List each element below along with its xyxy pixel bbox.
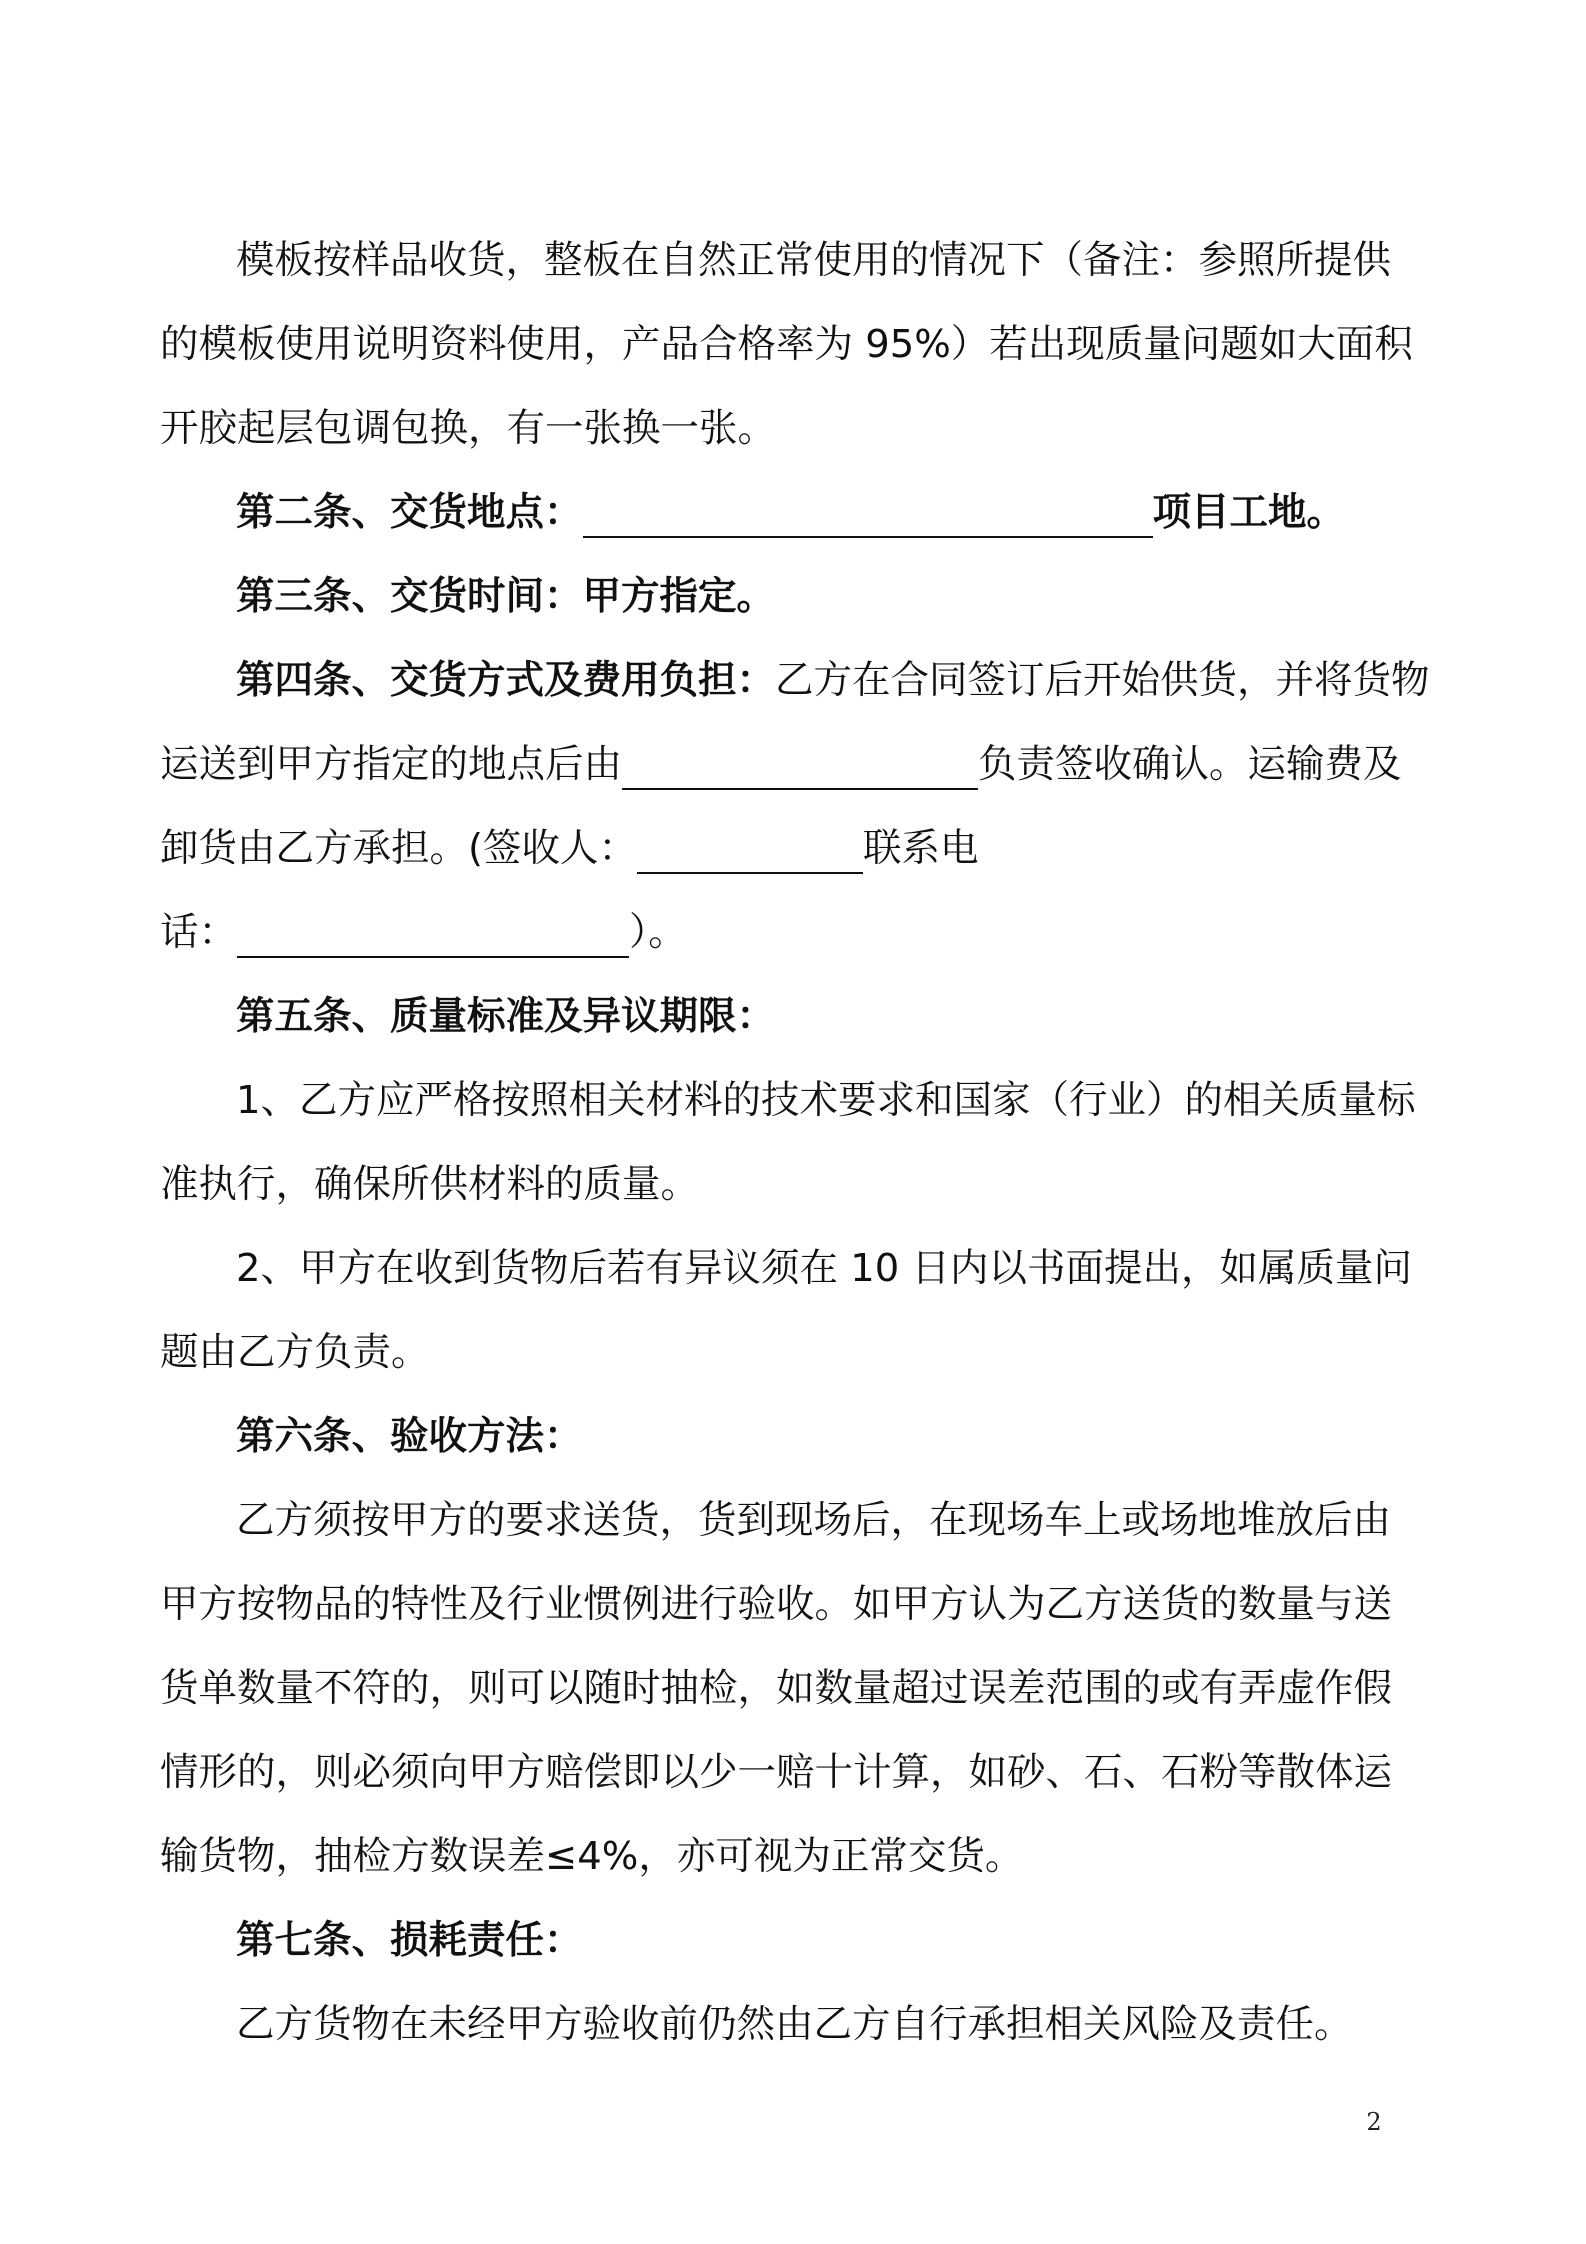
clause4-line2-prefix: 运送到甲方指定的地点后由 <box>160 742 623 787</box>
clause4-line1-rest: 乙方在合同签订后开始供货，并将货物 <box>775 658 1430 703</box>
clause4-line2 <box>160 740 1402 790</box>
delivery-location-blank <box>583 496 1153 538</box>
phone-blank <box>237 916 629 958</box>
clause4-line3 <box>160 824 979 874</box>
clause7-heading: 第七条、损耗责任： <box>236 1918 583 1963</box>
signer-blank <box>622 748 978 790</box>
clause4-line4 <box>160 908 687 958</box>
clause6-heading: 第六条、验收方法： <box>236 1414 583 1459</box>
clause5-heading: 第五条、质量标准及异议期限： <box>236 994 776 1039</box>
clause5-item1-line1: 1、乙方应严格按照相关材料的技术要求和国家（行业）的相关质量标 <box>236 1078 1416 1123</box>
clause4-line4-suffix: ）。 <box>629 910 687 955</box>
clause5-item2-line2: 题由乙方负责。 <box>160 1330 430 1375</box>
clause6-line1: 乙方须按甲方的要求送货，货到现场后，在现场车上或场地堆放后由 <box>236 1498 1392 1543</box>
clause4-heading: 第四条、交货方式及费用负担： <box>236 658 776 703</box>
clause3-line: 第三条、交货时间：甲方指定。 <box>236 574 776 619</box>
clause4-line3-prefix: 卸货由乙方承担。(签收人： <box>160 826 638 871</box>
clause2-line <box>236 488 1345 538</box>
recipient-name-blank <box>637 832 863 874</box>
clause6-line4: 情形的，则必须向甲方赔偿即以少一赔十计算，如砂、石、石粉等散体运 <box>160 1750 1393 1795</box>
clause6-line3: 货单数量不符的，则可以随时抽检，如数量超过误差范围的或有弄虚作假 <box>160 1666 1393 1711</box>
clause4-line3-suffix: 联系电 <box>863 826 979 871</box>
clause4-line2-suffix: 负责签收确认。运输费及 <box>978 742 1402 787</box>
clause6-line5: 输货物，抽检方数误差≤4%，亦可视为正常交货。 <box>160 1834 1024 1879</box>
clause2-suffix: 项目工地。 <box>1152 490 1346 535</box>
clause1-line3: 开胶起层包调包换，有一张换一张。 <box>160 406 777 451</box>
clause4-line1 <box>236 656 1430 706</box>
clause4-line4-prefix: 话： <box>160 910 238 955</box>
clause5-item1-line2: 准执行，确保所供材料的质量。 <box>160 1162 700 1207</box>
clause6-line2: 甲方按物品的特性及行业惯例进行验收。如甲方认为乙方送货的数量与送 <box>160 1582 1393 1627</box>
clause1-line2: 的模板使用说明资料使用，产品合格率为 95%）若出现质量问题如大面积 <box>160 322 1413 367</box>
clause2-prefix: 第二条、交货地点： <box>236 490 583 535</box>
clause5-item2-line1: 2、甲方在收到货物后若有异议须在 10 日内以书面提出，如属质量问 <box>236 1246 1412 1291</box>
clause7-line1: 乙方货物在未经甲方验收前仍然由乙方自行承担相关风险及责任。 <box>236 2002 1353 2047</box>
clause1-line1: 模板按样品收货，整板在自然正常使用的情况下（备注：参照所提供 <box>236 238 1392 283</box>
page-number: 2 <box>1366 2108 1382 2136</box>
